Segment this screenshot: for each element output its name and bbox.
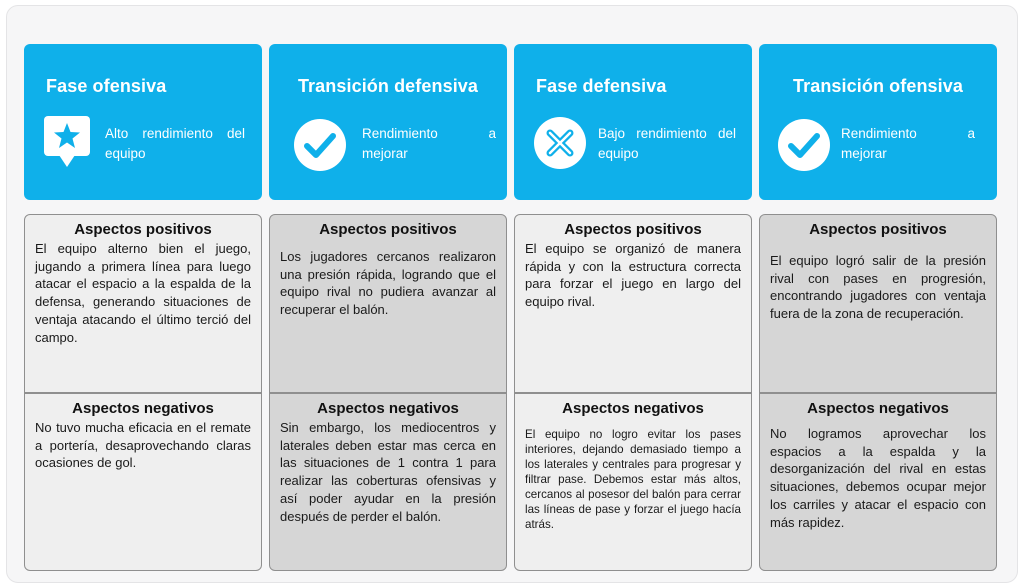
positive-aspects-text: El equipo logró salir de la presión rival con pases en progresión, encontrando jugadores con ventaja fuera de la zona de recuperación. — [770, 253, 986, 322]
positive-aspects-title: Aspectos positivos — [564, 221, 702, 238]
negative-aspects-text: Sin embargo, los mediocentros y laterales deben estar mas cerca en las situaciones de 1 contra 1 para realizar las coberturas ofensivas y así poder ayudar en la presión después de perder el balón. — [280, 420, 496, 524]
positive-aspects-text: Los jugadores cercanos realizaron una presión rápida, logrando que el equipo rival no pudiera avanzar al recuperar el balón. — [280, 249, 496, 318]
header-title: Transición defensiva — [297, 76, 479, 96]
positive-aspects-box — [514, 214, 752, 393]
negative-aspects-text: No tuvo mucha eficacia en el remate a portería, desaprovechando claras ocasiones de gol. — [35, 420, 251, 471]
header-title: Fase ofensiva — [46, 76, 167, 96]
star-badge-icon — [44, 116, 90, 168]
positive-aspects-box — [24, 214, 262, 393]
header-title: Fase defensiva — [536, 76, 667, 96]
header-card — [759, 44, 997, 200]
negative-aspects-text: El equipo no logro evitar los pases interiores, dejando demasiado tiempo a los laterales y centrales para progresar y filtrar pase. Debemos estar más altos, cercanos al posesor del balón para cerrar las líneas de pase y forzar el juego hacía atrás. — [525, 428, 741, 531]
x-circle-icon — [533, 116, 587, 170]
negative-aspects-box — [269, 393, 507, 571]
negative-aspects-title: Aspectos negativos — [562, 400, 704, 417]
positive-aspects-text: El equipo se organizó de manera rápida y con la estructura correcta para forzar el juego en largo del equipo rival. — [525, 241, 741, 310]
positive-aspects-title: Aspectos positivos — [809, 221, 947, 238]
negative-aspects-box — [514, 393, 752, 571]
check-circle-icon — [293, 118, 347, 172]
header-card — [269, 44, 507, 200]
negative-aspects-title: Aspectos negativos — [317, 400, 459, 417]
positive-aspects-title: Aspectos positivos — [74, 221, 212, 238]
header-description: Rendimiento a mejorar — [841, 126, 975, 161]
positive-aspects-title: Aspectos positivos — [319, 221, 457, 238]
positive-aspects-box — [269, 214, 507, 393]
header-card — [24, 44, 262, 200]
check-circle-icon — [777, 118, 831, 172]
header-description: Rendimiento a mejorar — [362, 126, 496, 161]
header-description: Alto rendimiento del equipo — [105, 126, 245, 161]
positive-aspects-box — [759, 214, 997, 393]
positive-aspects-text: El equipo alterno bien el juego, jugando a primera línea para luego atacar el espacio a la espalda de la defensa, generando situaciones de ventaja atacando el último terció del campo. — [35, 241, 251, 345]
negative-aspects-title: Aspectos negativos — [807, 400, 949, 417]
header-card — [514, 44, 752, 200]
header-description: Bajo rendimiento del equipo — [598, 126, 736, 161]
negative-aspects-text: No logramos aprovechar los espacios a la espalda y la desorganización del rival en estas situaciones, debemos ocupar mejor los carriles y atacar el espacio con más rapidez. — [770, 426, 986, 530]
header-title: Transición ofensiva — [793, 76, 963, 96]
negative-aspects-title: Aspectos negativos — [72, 400, 214, 417]
negative-aspects-box — [24, 393, 262, 571]
negative-aspects-box — [759, 393, 997, 571]
